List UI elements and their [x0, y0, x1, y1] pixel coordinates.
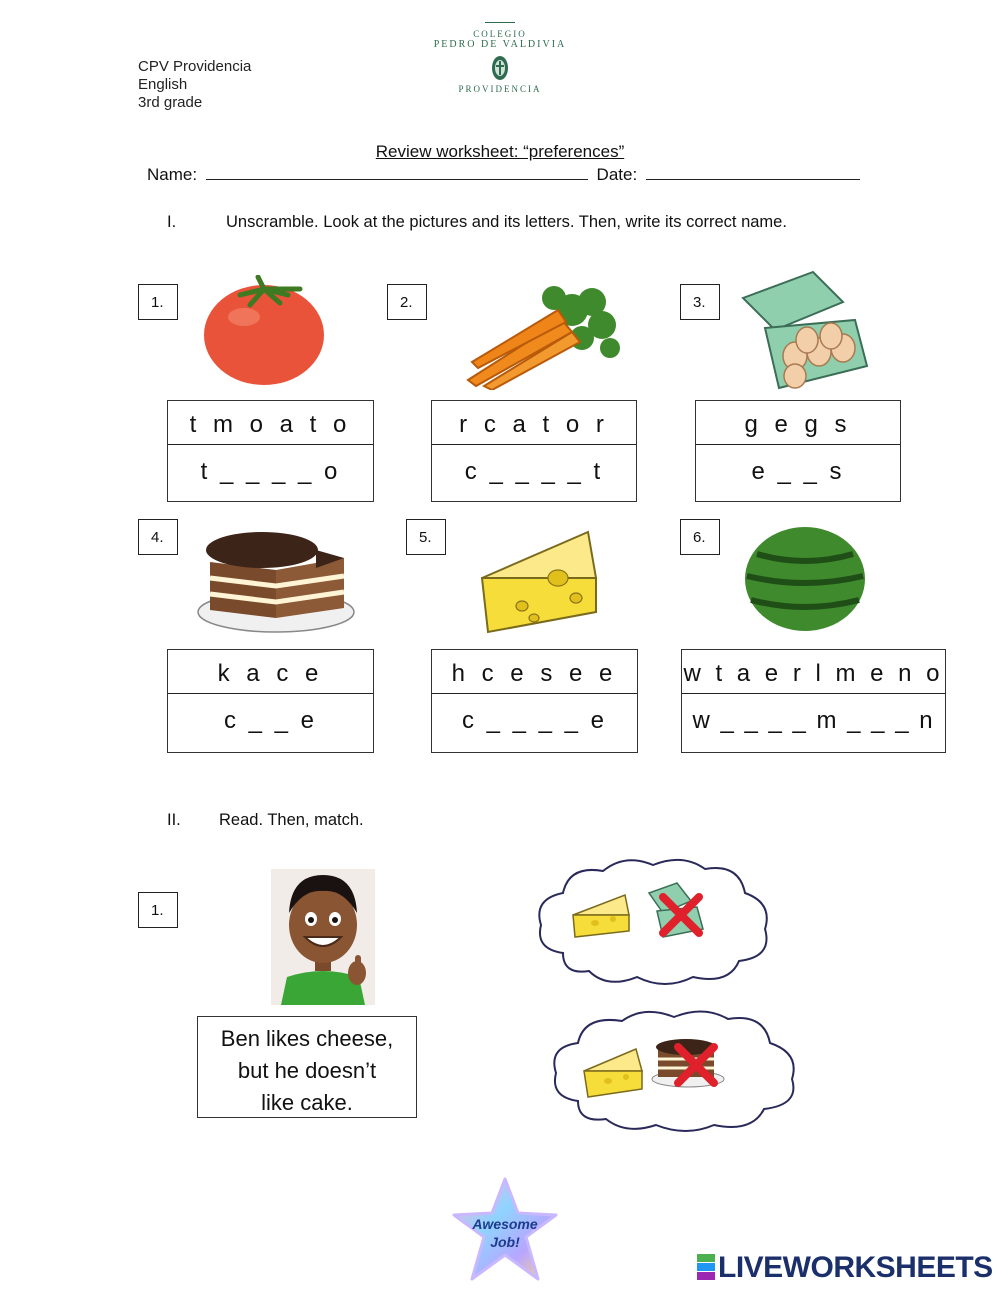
worksheet-title: Review worksheet: “preferences”	[375, 142, 625, 161]
scrambled-word: w t a e r l m e n o	[682, 650, 945, 694]
section-2-instruction: Read. Then, match.	[219, 811, 364, 829]
awesome-job-star-sticker	[448, 1175, 562, 1285]
word-box-5	[431, 649, 638, 753]
tomato-picture	[200, 275, 328, 387]
thought-bubble-1[interactable]	[533, 853, 773, 991]
answer-input[interactable]: c _ _ _ _ e	[461, 707, 608, 734]
date-label: Date:	[596, 165, 638, 184]
scrambled-word: k a c e	[168, 650, 373, 694]
answer-input[interactable]: c _ _ _ _ t	[464, 458, 604, 485]
word-box-3	[695, 400, 901, 502]
sticker-line-2: Job!	[490, 1234, 520, 1250]
date-field[interactable]	[646, 165, 860, 180]
logo-line-3: PROVIDENCIA	[458, 84, 542, 94]
crest-icon	[490, 54, 510, 82]
answer-input[interactable]: t _ _ _ _ o	[200, 458, 341, 485]
liveworksheets-text: LIVEWORKSHEETS	[718, 1251, 993, 1284]
liveworksheets-icon	[697, 1254, 715, 1280]
scrambled-word: g e g s	[696, 401, 900, 445]
thought-bubble-2[interactable]	[548, 1005, 800, 1137]
name-label: Name:	[147, 165, 198, 184]
name-date-line	[147, 165, 860, 185]
section-2-numeral: II.	[167, 811, 181, 829]
subject-label: English	[138, 76, 188, 93]
logo-line-1: COLEGIO	[473, 29, 527, 39]
cheese-picture	[478, 528, 602, 636]
item-number-3: 3.	[680, 284, 720, 320]
answer-input[interactable]: c _ _ e	[223, 707, 318, 734]
grade-label: 3rd grade	[138, 94, 203, 111]
boy-picture	[271, 869, 375, 1005]
sentence-line-2: but he doesn’t	[237, 1058, 377, 1083]
liveworksheets-logo[interactable]	[697, 1251, 993, 1285]
carrot-picture	[462, 280, 624, 390]
logo-line-2: PEDRO DE VALDIVIA	[433, 39, 567, 50]
item-number-4: 4.	[138, 519, 178, 555]
watermelon-picture	[743, 524, 867, 634]
sticker-line-1: Awesome	[472, 1216, 538, 1232]
sentence-line-1: Ben likes cheese,	[220, 1026, 394, 1051]
item-number-1: 1.	[138, 284, 178, 320]
school-name: CPV Providencia	[138, 58, 252, 75]
answer-input[interactable]: e _ _ s	[751, 458, 845, 485]
section-1-numeral: I.	[167, 213, 177, 231]
match-item-number: 1.	[138, 892, 178, 928]
cake-picture	[196, 528, 358, 634]
sentence-card[interactable]	[197, 1016, 417, 1118]
word-box-4	[167, 649, 374, 753]
word-box-1	[167, 400, 374, 502]
word-box-6	[681, 649, 946, 753]
scrambled-word: r c a t o r	[432, 401, 636, 445]
school-header	[138, 58, 251, 112]
sentence-line-3: like cake.	[261, 1090, 353, 1115]
item-number-6: 6.	[680, 519, 720, 555]
eggs-picture	[735, 268, 870, 398]
item-number-5: 5.	[406, 519, 446, 555]
name-field[interactable]	[206, 165, 588, 180]
word-box-2	[431, 400, 637, 502]
item-number-2: 2.	[387, 284, 427, 320]
scrambled-word: h c e s e e	[432, 650, 637, 694]
school-logo	[425, 22, 575, 104]
scrambled-word: t m o a t o	[168, 401, 373, 445]
answer-input[interactable]: w _ _ _ _ m _ _ _ n	[692, 707, 935, 734]
section-1-instruction: Unscramble. Look at the pictures and its letters. Then, write its correct name.	[226, 213, 787, 231]
